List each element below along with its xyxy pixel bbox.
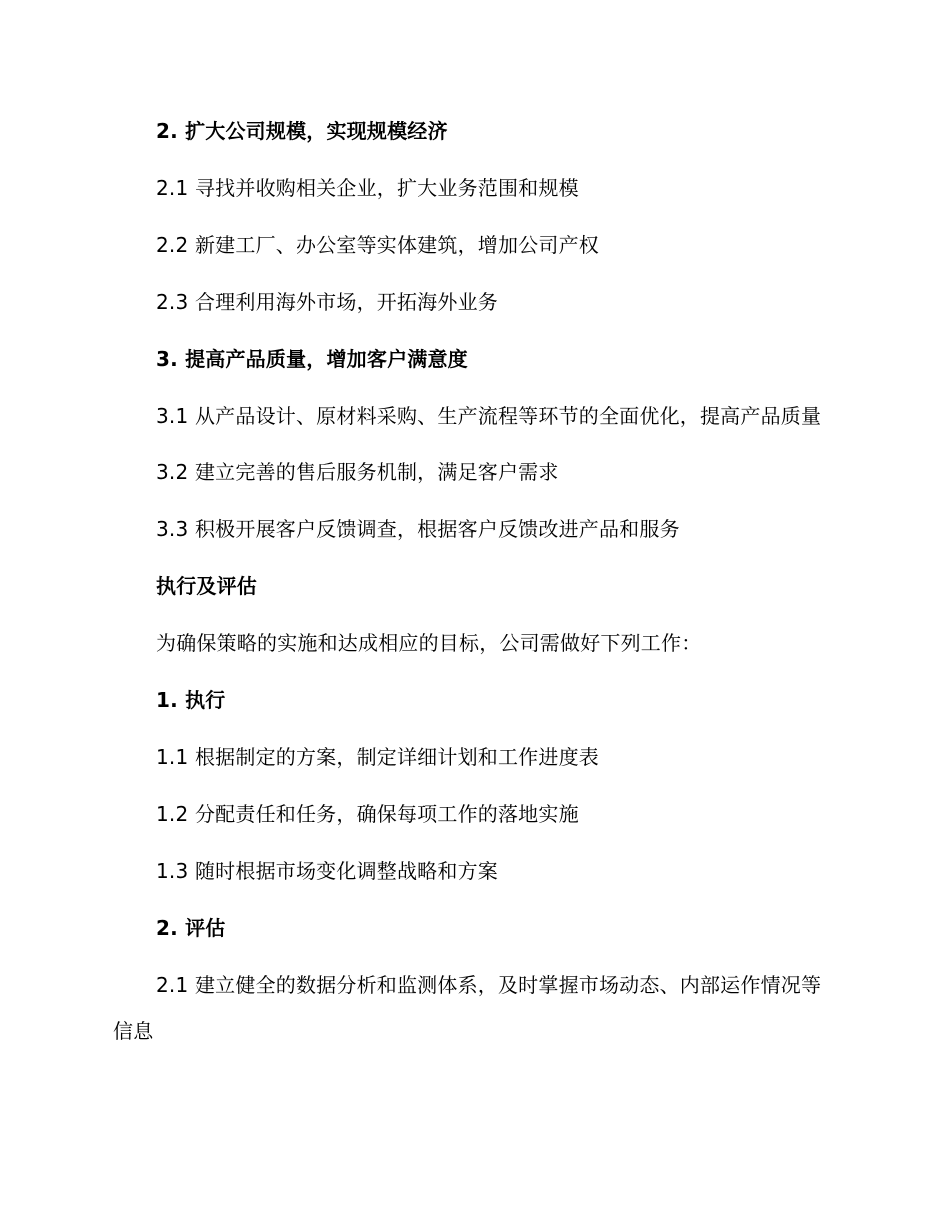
list-item-3-2: 3.2 建立完善的售后服务机制，满足客户需求 — [156, 460, 559, 484]
list-item-2-3: 2.3 合理利用海外市场，开拓海外业务 — [156, 290, 498, 314]
list-item-1-1: 1.1 根据制定的方案，制定详细计划和工作进度表 — [156, 745, 599, 769]
list-item-evaluation-2-1: 2.1 建立健全的数据分析和监测体系，及时掌握市场动态、内部运作情况等信息 — [113, 973, 822, 1043]
list-item-3-1: 3.1 从产品设计、原材料采购、生产流程等环节的全面优化，提高产品质量 — [156, 404, 822, 428]
list-item-2-1: 2.1 寻找并收购相关企业，扩大业务范围和规模 — [156, 176, 579, 200]
list-item-1-2: 1.2 分配责任和任务，确保每项工作的落地实施 — [156, 802, 579, 826]
section-heading-execution-evaluation: 执行及评估 — [156, 574, 257, 598]
section-heading-expand-scale: 2. 扩大公司规模，实现规模经济 — [156, 119, 448, 143]
intro-paragraph: 为确保策略的实施和达成相应的目标，公司需做好下列工作： — [156, 631, 702, 655]
list-item-3-3: 3.3 积极开展客户反馈调查，根据客户反馈改进产品和服务 — [156, 517, 680, 541]
document-body — [113, 108, 833, 1054]
list-item-1-3: 1.3 随时根据市场变化调整战略和方案 — [156, 859, 498, 883]
subsection-heading-evaluation: 2. 评估 — [156, 916, 226, 940]
list-item-2-2: 2.2 新建工厂、办公室等实体建筑，增加公司产权 — [156, 233, 599, 257]
subsection-heading-execution: 1. 执行 — [156, 688, 226, 712]
section-heading-quality: 3. 提高产品质量，增加客户满意度 — [156, 347, 468, 371]
